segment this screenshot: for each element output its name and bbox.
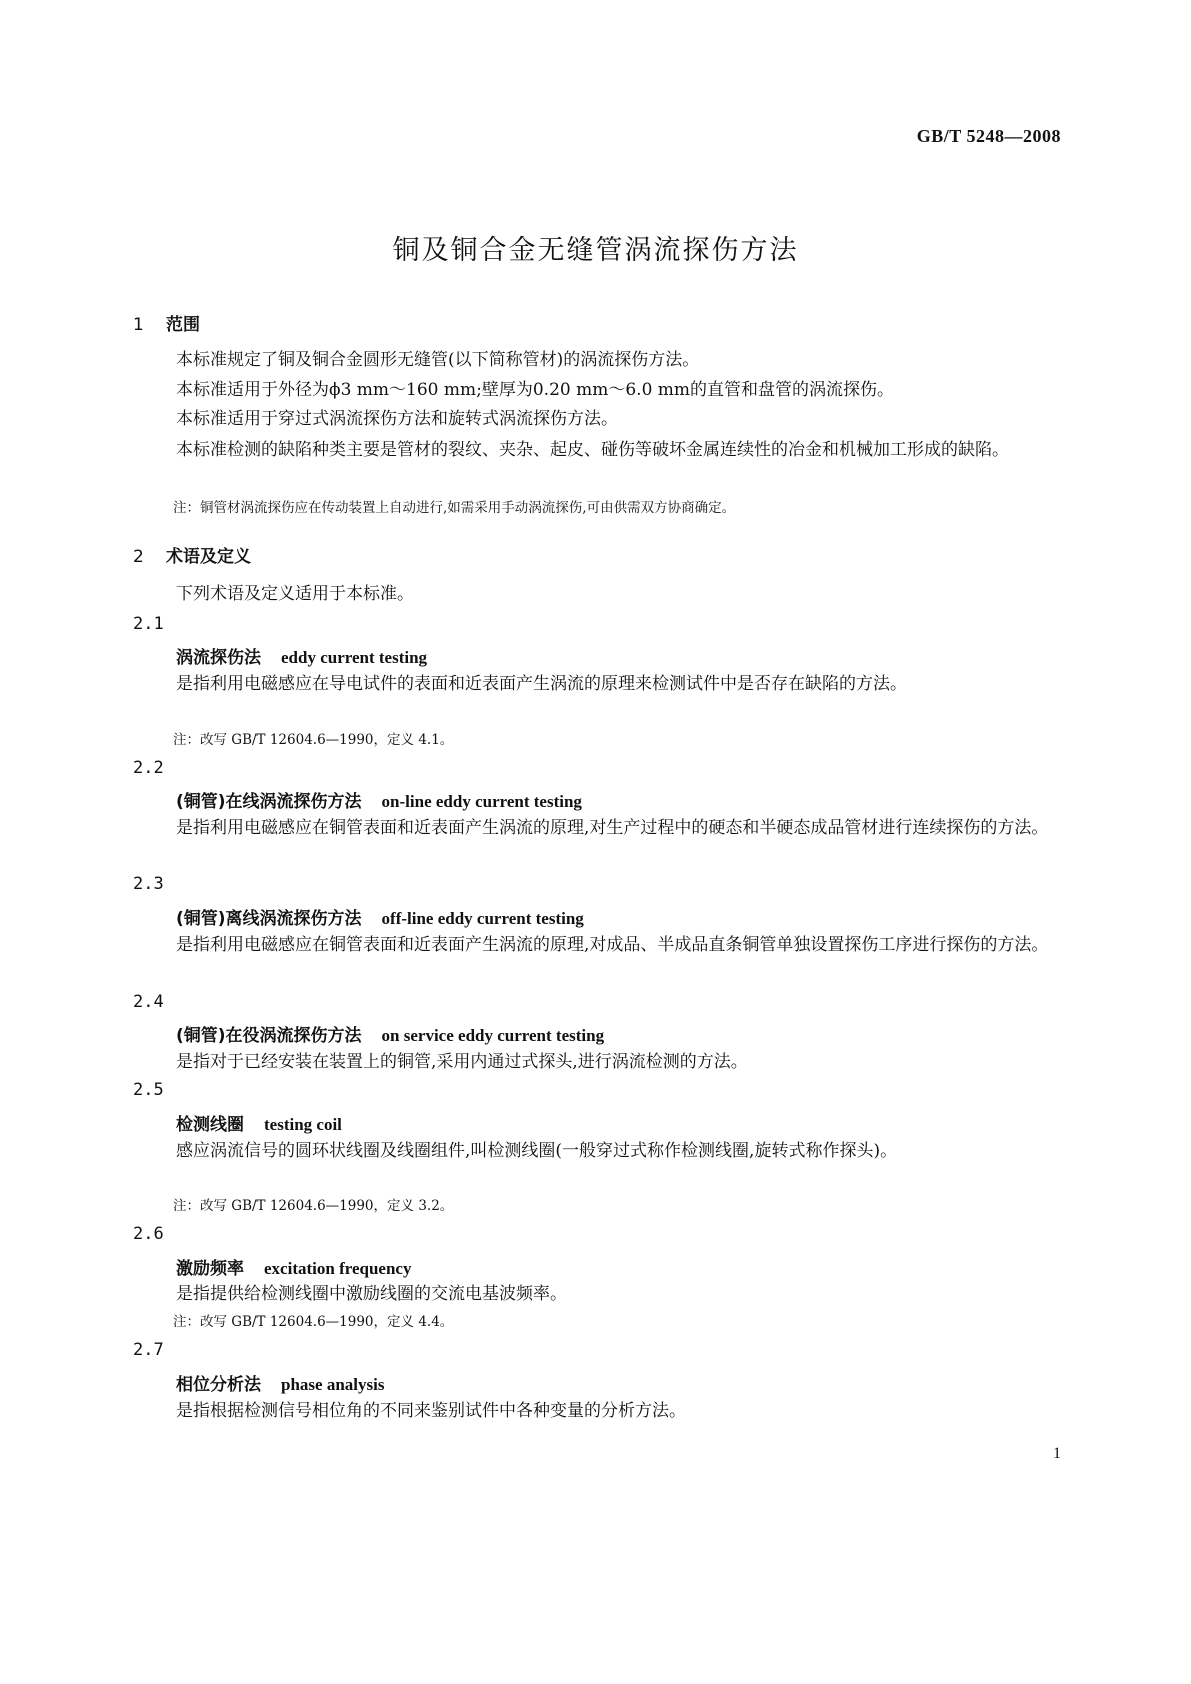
term-zh: (铜管)离线涡流探伤方法	[176, 909, 362, 929]
term-definition: 是指利用电磁感应在铜管表面和近表面产生涡流的原理,对成品、半成品直条铜管单独设置探伤工序进行探伤的方法。	[176, 935, 1049, 955]
term-definition: 是指利用电磁感应在铜管表面和近表面产生涡流的原理,对生产过程中的硬态和半硬态成品管材进行连续探伤的方法。	[176, 818, 1049, 838]
document-title: 铜及铜合金无缝管涡流探伤方法	[392, 235, 799, 266]
term-heading	[176, 1110, 342, 1135]
clause-number: 2.4	[133, 992, 164, 1012]
term-definition: 是指根据检测信号相位角的不同来鉴别试件中各种变量的分析方法。	[176, 1401, 686, 1421]
term-note: 注：改写 GB/T 12604.6—1990，定义 3.2。	[173, 1198, 454, 1214]
scope-paragraph: 本标准规定了铜及铜合金圆形无缝管(以下简称管材)的涡流探伤方法。	[176, 350, 700, 370]
section-number: 1	[133, 315, 144, 335]
term-en: excitation frequency	[264, 1259, 412, 1278]
clause-number: 2.5	[133, 1080, 164, 1100]
term-zh: 涡流探伤法	[176, 648, 261, 668]
clause-number: 2.2	[133, 758, 164, 778]
term-en: on service eddy current testing	[381, 1026, 605, 1045]
term-zh: 相位分析法	[176, 1375, 261, 1395]
section-title: 范围	[166, 315, 200, 335]
term-heading	[176, 787, 582, 812]
section-number: 2	[133, 547, 144, 567]
term-en: on-line eddy current testing	[381, 792, 582, 811]
term-en: testing coil	[264, 1115, 342, 1134]
term-en: phase analysis	[281, 1375, 385, 1394]
term-en: off-line eddy current testing	[381, 909, 584, 928]
term-note: 注：改写 GB/T 12604.6—1990，定义 4.1。	[173, 732, 454, 748]
term-heading	[176, 1021, 604, 1046]
page-number: 1	[1053, 1445, 1061, 1462]
term-definition: 感应涡流信号的圆环状线圈及线圈组件,叫检测线圈(一般穿过式称作检测线圈,旋转式称作探头)。	[176, 1141, 898, 1161]
section-heading-terms	[133, 542, 251, 567]
terms-intro: 下列术语及定义适用于本标准。	[176, 584, 414, 604]
term-heading	[176, 643, 427, 668]
scope-paragraph: 本标准适用于外径为ϕ3 mm～160 mm;壁厚为0.20 mm～6.0 mm的直管和盘管的涡流探伤。	[176, 380, 895, 400]
term-en: eddy current testing	[281, 648, 428, 667]
standard-code: GB/T 5248—2008	[916, 126, 1061, 146]
clause-number: 2.3	[133, 874, 164, 894]
term-zh: 检测线圈	[176, 1115, 244, 1135]
term-definition: 是指提供给检测线圈中激励线圈的交流电基波频率。	[176, 1284, 567, 1304]
clause-number: 2.6	[133, 1224, 164, 1244]
term-note: 注：改写 GB/T 12604.6—1990，定义 4.4。	[173, 1314, 454, 1330]
term-definition: 是指利用电磁感应在导电试件的表面和近表面产生涡流的原理来检测试件中是否存在缺陷的方法。	[176, 674, 907, 694]
scope-paragraph: 本标准检测的缺陷种类主要是管材的裂纹、夹杂、起皮、碰伤等破坏金属连续性的冶金和机械加工形成的缺陷。	[176, 440, 1009, 460]
term-definition: 是指对于已经安装在装置上的铜管,采用内通过式探头,进行涡流检测的方法。	[176, 1052, 748, 1072]
term-heading	[176, 1370, 384, 1395]
clause-number: 2.7	[133, 1340, 164, 1360]
term-heading	[176, 904, 584, 929]
term-heading	[176, 1254, 411, 1279]
term-zh: 激励频率	[176, 1259, 244, 1279]
scope-note: 注：铜管材涡流探伤应在传动装置上自动进行,如需采用手动涡流探伤,可由供需双方协商确定。	[173, 500, 736, 516]
section-title: 术语及定义	[166, 547, 251, 567]
clause-number: 2.1	[133, 614, 164, 634]
scope-paragraph: 本标准适用于穿过式涡流探伤方法和旋转式涡流探伤方法。	[176, 409, 618, 429]
term-zh: (铜管)在线涡流探伤方法	[176, 792, 362, 812]
term-zh: (铜管)在役涡流探伤方法	[176, 1026, 362, 1046]
section-heading-scope	[133, 310, 200, 335]
